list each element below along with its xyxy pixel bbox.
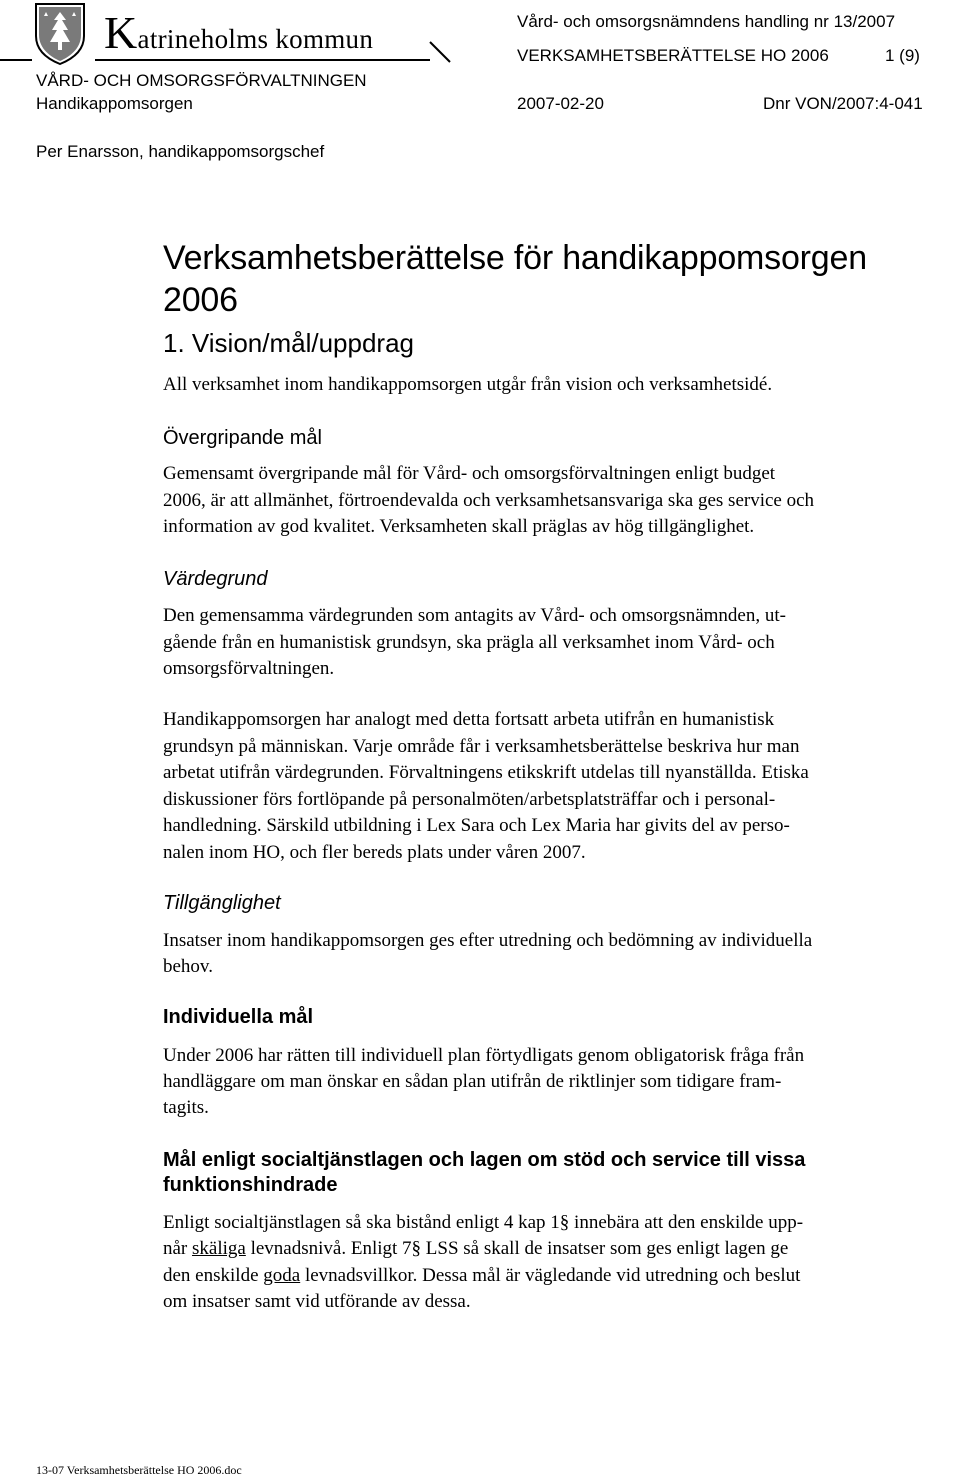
department-name: Handikappomsorgen: [36, 94, 193, 113]
subheading-overgripande: Övergripande mål: [163, 427, 322, 449]
paragraph-line: [163, 1263, 800, 1289]
section-heading-vision: 1. Vision/mål/uppdrag: [163, 328, 415, 358]
paragraph-line: tagits.: [163, 1097, 209, 1118]
paragraph-line: Den gemensamma värdegrunden som antagits av Vård- och omsorgsnämnden, ut-: [163, 605, 786, 626]
main-title-line1: Verksamhetsberättelse för handikappomsorgen: [163, 239, 867, 277]
municipality-name: [104, 7, 374, 58]
paragraph-line: diskussioner förs fortlöpande på personalmöten/arbetsplatsträffar och i personal-: [163, 789, 776, 810]
text-run: levnadsvillkor. Dessa mål är vägledande vid utredning och beslut: [300, 1265, 801, 1286]
paragraph-line: 2006, är att allmänhet, förtroendevalda och verksamhetsansvariga ska ges service och: [163, 490, 815, 511]
paragraph-line: Enligt socialtjänstlagen så ska bistånd enligt 4 kap 1§ innebära att den enskilde upp-: [163, 1212, 804, 1233]
paragraph-line: handläggare om man önskar en sådan plan utifrån de riktlinjer som tidigare fram-: [163, 1071, 782, 1092]
section-intro: All verksamhet inom handikappomsorgen utgår från vision och verksamhetsidé.: [163, 374, 773, 395]
paragraph-line: Insatser inom handikappomsorgen ges efter utredning och bedömning av individuella: [163, 930, 813, 951]
paragraph-line: information av god kvalitet. Verksamheten skall präglas av hög tillgänglighet.: [163, 516, 755, 537]
subheading-individuella: Individuella mål: [163, 1006, 314, 1028]
paragraph-line: gående från en humanistisk grundsyn, ska prägla all verksamhet inom Vård- och: [163, 632, 775, 653]
document-reference: Dnr VON/2007:4-041: [763, 94, 923, 113]
paragraph-line: arbetat utifrån värdegrunden. Förvaltningens etikskrift utdelas till nyanställda. Etiska: [163, 762, 809, 783]
paragraph-line: [163, 1236, 788, 1262]
paragraph-line: Under 2006 har rätten till individuell plan förtydligats genom obligatorisk fråga från: [163, 1045, 805, 1066]
brand-initial: K: [104, 7, 138, 58]
page-number: 1 (9): [885, 46, 920, 65]
document-type: Vård- och omsorgsnämndens handling nr 13/2007: [517, 12, 896, 31]
subheading-vardegrund: Värdegrund: [163, 568, 268, 590]
underlined-word: skäliga: [192, 1238, 246, 1259]
main-title-line2: 2006: [163, 281, 238, 319]
paragraph-line: Handikappomsorgen har analogt med detta fortsatt arbeta utifrån en humanistisk: [163, 709, 775, 730]
paragraph-line: behov.: [163, 956, 213, 977]
paragraph-line: nalen inom HO, och fler bereds plats under våren 2007.: [163, 842, 586, 863]
author: Per Enarsson, handikappomsorgschef: [36, 142, 325, 161]
paragraph-line: handledning. Särskild utbildning i Lex Sara och Lex Maria har givits del av perso-: [163, 815, 790, 836]
subheading-tillganglighet: Tillgänglighet: [163, 892, 281, 914]
footer-filename: 13-07 Verksamhetsberättelse HO 2006.doc: [36, 1463, 242, 1477]
text-run: levnadsnivå. Enligt 7§ LSS så skall de insatser som ges enligt lagen ge: [245, 1238, 789, 1259]
paragraph-line: grundsyn på människan. Varje område får i verksamhetsberättelse beskriva hur man: [163, 736, 800, 757]
paragraph-line: om insatser samt vid utförande av dessa.: [163, 1291, 471, 1312]
underlined-word: goda: [263, 1265, 301, 1286]
paragraph-line: Gemensamt övergripande mål för Vård- och omsorgsförvaltningen enligt budget: [163, 463, 776, 484]
organization-name: VÅRD- OCH OMSORGSFÖRVALTNINGEN: [36, 71, 367, 90]
brand-rest: atrineholms kommun: [137, 24, 374, 54]
document-date: 2007-02-20: [517, 94, 604, 113]
text-run: når: [163, 1238, 193, 1259]
text-run: den enskilde: [163, 1265, 264, 1286]
subheading-sol-lss-line2: funktionshindrade: [163, 1174, 338, 1196]
document-title-header: VERKSAMHETSBERÄTTELSE HO 2006: [517, 46, 829, 65]
subheading-sol-lss-line1: Mål enligt socialtjänstlagen och lagen om stöd och service till vissa: [163, 1149, 806, 1171]
paragraph-line: omsorgsförvaltningen.: [163, 658, 335, 679]
